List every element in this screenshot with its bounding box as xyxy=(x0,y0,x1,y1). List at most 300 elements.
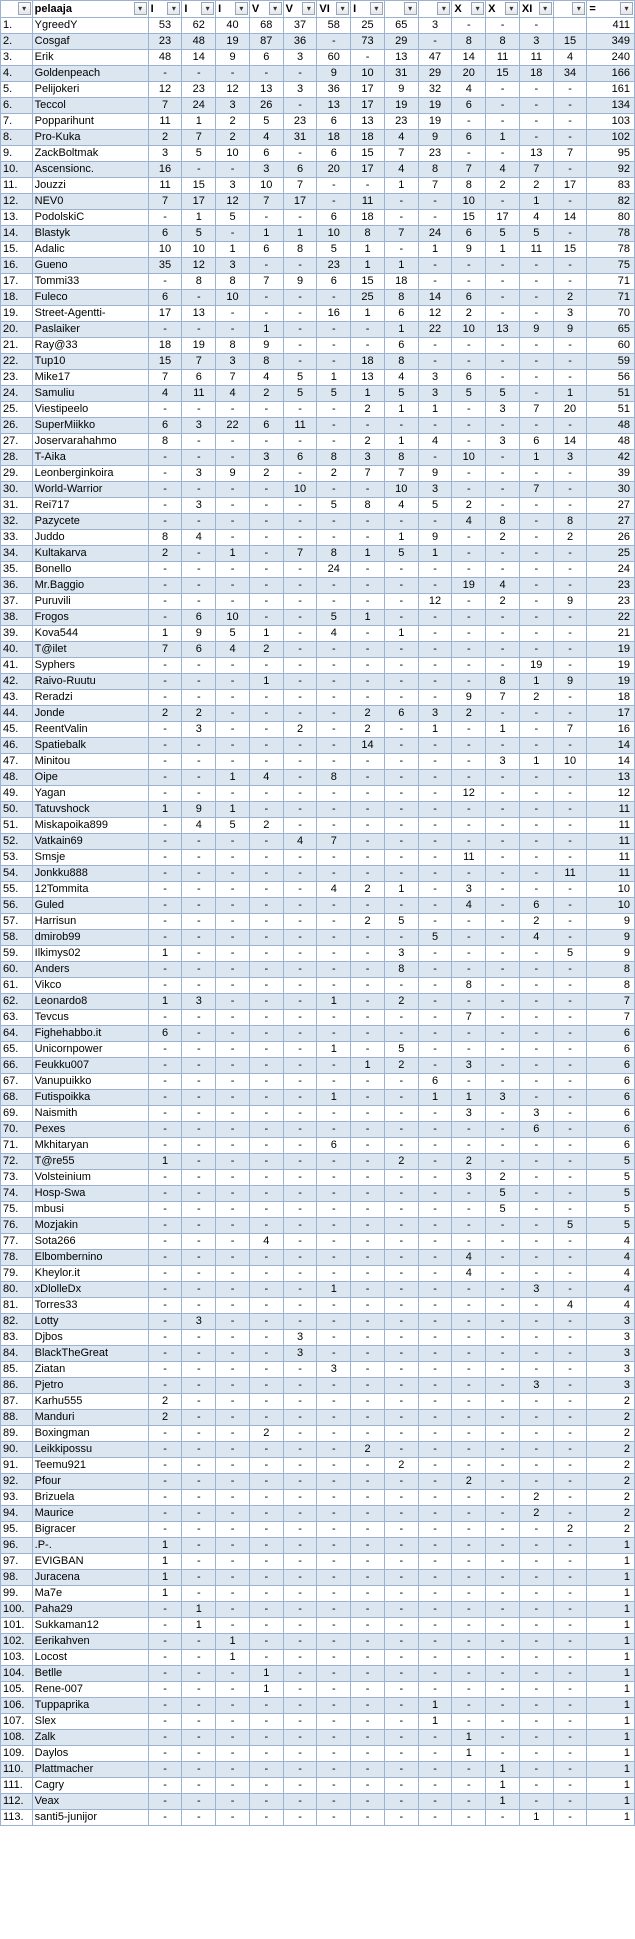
total-cell[interactable]: 56 xyxy=(587,370,635,386)
score-cell[interactable]: 3 xyxy=(283,82,317,98)
score-cell[interactable]: 1 xyxy=(418,402,452,418)
score-cell[interactable]: 53 xyxy=(148,18,182,34)
score-cell[interactable]: 5 xyxy=(486,1186,520,1202)
score-cell[interactable]: 6 xyxy=(452,226,486,242)
score-cell[interactable]: - xyxy=(351,1746,385,1762)
total-cell[interactable]: 1 xyxy=(587,1714,635,1730)
score-cell[interactable]: - xyxy=(553,482,587,498)
score-cell[interactable]: - xyxy=(452,1458,486,1474)
score-cell[interactable]: - xyxy=(283,1538,317,1554)
score-cell[interactable]: - xyxy=(384,1746,418,1762)
score-cell[interactable]: - xyxy=(452,1714,486,1730)
score-cell[interactable]: - xyxy=(283,994,317,1010)
total-cell[interactable]: 1 xyxy=(587,1746,635,1762)
score-cell[interactable]: - xyxy=(249,546,283,562)
score-cell[interactable]: - xyxy=(148,690,182,706)
score-cell[interactable]: - xyxy=(452,1394,486,1410)
score-cell[interactable]: 3 xyxy=(418,386,452,402)
score-cell[interactable]: - xyxy=(553,1490,587,1506)
score-cell[interactable]: - xyxy=(283,962,317,978)
score-cell[interactable]: - xyxy=(249,962,283,978)
score-cell[interactable]: - xyxy=(249,530,283,546)
score-cell[interactable]: - xyxy=(182,962,216,978)
score-cell[interactable]: - xyxy=(283,1650,317,1666)
score-cell[interactable]: 1 xyxy=(384,178,418,194)
score-cell[interactable]: - xyxy=(182,1170,216,1186)
score-cell[interactable]: - xyxy=(317,1730,351,1746)
score-cell[interactable]: 2 xyxy=(249,386,283,402)
score-cell[interactable]: - xyxy=(351,930,385,946)
score-cell[interactable]: - xyxy=(519,1202,553,1218)
score-cell[interactable]: - xyxy=(418,1314,452,1330)
score-cell[interactable]: 4 xyxy=(553,50,587,66)
score-cell[interactable]: - xyxy=(384,1202,418,1218)
score-cell[interactable]: - xyxy=(452,562,486,578)
score-cell[interactable]: - xyxy=(486,1026,520,1042)
player-name-cell[interactable]: Mozjakin xyxy=(32,1218,148,1234)
score-cell[interactable]: - xyxy=(553,1042,587,1058)
score-cell[interactable]: 9 xyxy=(249,338,283,354)
score-cell[interactable]: - xyxy=(519,626,553,642)
player-name-cell[interactable]: Miskapoika899 xyxy=(32,818,148,834)
player-name-cell[interactable]: Manduri xyxy=(32,1410,148,1426)
total-cell[interactable]: 4 xyxy=(587,1298,635,1314)
score-cell[interactable]: 3 xyxy=(418,370,452,386)
player-name-cell[interactable]: Tup10 xyxy=(32,354,148,370)
score-cell[interactable]: - xyxy=(553,962,587,978)
score-cell[interactable]: - xyxy=(148,1138,182,1154)
score-cell[interactable]: - xyxy=(216,1666,250,1682)
score-cell[interactable]: 29 xyxy=(418,66,452,82)
score-cell[interactable]: - xyxy=(351,1586,385,1602)
score-cell[interactable]: - xyxy=(418,1618,452,1634)
score-cell[interactable]: - xyxy=(384,1170,418,1186)
score-cell[interactable]: - xyxy=(216,1730,250,1746)
score-cell[interactable]: - xyxy=(452,1026,486,1042)
score-cell[interactable]: - xyxy=(317,1266,351,1282)
score-cell[interactable]: 1 xyxy=(249,1682,283,1698)
score-cell[interactable]: 8 xyxy=(452,178,486,194)
score-cell[interactable]: - xyxy=(182,162,216,178)
score-cell[interactable]: - xyxy=(249,786,283,802)
total-cell[interactable]: 4 xyxy=(587,1234,635,1250)
score-cell[interactable]: - xyxy=(216,1218,250,1234)
score-cell[interactable]: - xyxy=(148,1442,182,1458)
score-cell[interactable]: 9 xyxy=(216,50,250,66)
score-cell[interactable]: - xyxy=(351,1778,385,1794)
total-cell[interactable]: 102 xyxy=(587,130,635,146)
score-cell[interactable]: - xyxy=(317,354,351,370)
score-cell[interactable]: 6 xyxy=(519,898,553,914)
score-cell[interactable]: - xyxy=(351,802,385,818)
score-cell[interactable]: - xyxy=(182,1410,216,1426)
score-cell[interactable]: - xyxy=(148,1202,182,1218)
score-cell[interactable]: - xyxy=(486,658,520,674)
score-cell[interactable]: - xyxy=(283,1554,317,1570)
player-name-cell[interactable]: Pexes xyxy=(32,1122,148,1138)
score-cell[interactable]: - xyxy=(351,658,385,674)
score-cell[interactable]: - xyxy=(216,1346,250,1362)
score-cell[interactable]: 58 xyxy=(317,18,351,34)
score-cell[interactable]: - xyxy=(384,930,418,946)
score-cell[interactable]: - xyxy=(351,1570,385,1586)
score-cell[interactable]: - xyxy=(553,850,587,866)
score-cell[interactable]: - xyxy=(384,1442,418,1458)
score-cell[interactable]: - xyxy=(486,1154,520,1170)
player-name-cell[interactable]: Pfour xyxy=(32,1474,148,1490)
score-cell[interactable]: - xyxy=(351,1170,385,1186)
player-name-cell[interactable]: Juddo xyxy=(32,530,148,546)
score-cell[interactable]: - xyxy=(216,226,250,242)
score-cell[interactable]: - xyxy=(519,386,553,402)
score-cell[interactable]: 1 xyxy=(486,1762,520,1778)
score-cell[interactable]: 2 xyxy=(249,466,283,482)
score-cell[interactable]: - xyxy=(317,1026,351,1042)
score-cell[interactable]: 8 xyxy=(384,450,418,466)
score-cell[interactable]: - xyxy=(384,1426,418,1442)
score-cell[interactable]: - xyxy=(452,18,486,34)
rank-cell[interactable]: 113. xyxy=(1,1810,33,1826)
score-cell[interactable]: - xyxy=(486,866,520,882)
score-cell[interactable]: - xyxy=(283,434,317,450)
score-cell[interactable]: - xyxy=(351,1666,385,1682)
player-name-cell[interactable]: Volsteinium xyxy=(32,1170,148,1186)
score-cell[interactable]: - xyxy=(418,1250,452,1266)
score-cell[interactable]: - xyxy=(418,1170,452,1186)
score-cell[interactable]: 2 xyxy=(249,818,283,834)
score-cell[interactable]: - xyxy=(418,1298,452,1314)
score-cell[interactable]: - xyxy=(384,610,418,626)
total-cell[interactable]: 9 xyxy=(587,946,635,962)
score-cell[interactable]: - xyxy=(148,1314,182,1330)
score-cell[interactable]: - xyxy=(216,1682,250,1698)
score-cell[interactable]: 7 xyxy=(384,146,418,162)
score-cell[interactable]: - xyxy=(249,738,283,754)
score-cell[interactable]: - xyxy=(519,1762,553,1778)
score-cell[interactable]: 19 xyxy=(216,34,250,50)
score-cell[interactable]: - xyxy=(486,1570,520,1586)
score-cell[interactable]: - xyxy=(182,1682,216,1698)
score-cell[interactable]: - xyxy=(486,1538,520,1554)
total-cell[interactable]: 71 xyxy=(587,274,635,290)
score-cell[interactable]: - xyxy=(148,1170,182,1186)
rank-cell[interactable]: 43. xyxy=(1,690,33,706)
score-cell[interactable]: - xyxy=(486,1298,520,1314)
score-cell[interactable]: 4 xyxy=(384,130,418,146)
score-cell[interactable]: 36 xyxy=(283,34,317,50)
score-cell[interactable]: - xyxy=(384,1026,418,1042)
total-cell[interactable]: 6 xyxy=(587,1042,635,1058)
score-cell[interactable]: - xyxy=(384,1810,418,1826)
score-cell[interactable]: 9 xyxy=(182,626,216,642)
score-cell[interactable]: - xyxy=(182,1474,216,1490)
score-cell[interactable]: - xyxy=(216,578,250,594)
score-cell[interactable]: - xyxy=(283,498,317,514)
column-header-14[interactable] xyxy=(553,1,587,18)
score-cell[interactable]: - xyxy=(553,706,587,722)
score-cell[interactable]: - xyxy=(182,1426,216,1442)
total-cell[interactable]: 1 xyxy=(587,1538,635,1554)
score-cell[interactable]: - xyxy=(283,1570,317,1586)
score-cell[interactable]: 9 xyxy=(452,242,486,258)
score-cell[interactable]: - xyxy=(553,114,587,130)
score-cell[interactable]: 15 xyxy=(148,354,182,370)
score-cell[interactable]: 2 xyxy=(486,530,520,546)
score-cell[interactable]: 15 xyxy=(486,66,520,82)
score-cell[interactable]: - xyxy=(249,434,283,450)
score-cell[interactable]: - xyxy=(283,1698,317,1714)
score-cell[interactable]: 13 xyxy=(317,98,351,114)
score-cell[interactable]: - xyxy=(148,1794,182,1810)
score-cell[interactable]: 4 xyxy=(148,386,182,402)
score-cell[interactable]: - xyxy=(283,1362,317,1378)
score-cell[interactable]: - xyxy=(148,1282,182,1298)
score-cell[interactable]: - xyxy=(317,34,351,50)
total-cell[interactable]: 6 xyxy=(587,1074,635,1090)
score-cell[interactable]: - xyxy=(148,930,182,946)
player-name-cell[interactable]: NEV0 xyxy=(32,194,148,210)
rank-cell[interactable]: 100. xyxy=(1,1602,33,1618)
score-cell[interactable]: - xyxy=(553,274,587,290)
score-cell[interactable]: 3 xyxy=(216,258,250,274)
score-cell[interactable]: - xyxy=(317,1490,351,1506)
score-cell[interactable]: - xyxy=(384,1394,418,1410)
score-cell[interactable]: - xyxy=(148,562,182,578)
score-cell[interactable]: - xyxy=(351,946,385,962)
score-cell[interactable]: - xyxy=(486,354,520,370)
score-cell[interactable]: - xyxy=(283,802,317,818)
score-cell[interactable]: - xyxy=(486,82,520,98)
score-cell[interactable]: - xyxy=(519,82,553,98)
score-cell[interactable]: - xyxy=(553,658,587,674)
score-cell[interactable]: 3 xyxy=(148,146,182,162)
total-cell[interactable]: 16 xyxy=(587,722,635,738)
score-cell[interactable]: - xyxy=(452,482,486,498)
rank-cell[interactable]: 16. xyxy=(1,258,33,274)
rank-cell[interactable]: 101. xyxy=(1,1618,33,1634)
score-cell[interactable]: 14 xyxy=(553,210,587,226)
score-cell[interactable]: - xyxy=(486,498,520,514)
score-cell[interactable]: - xyxy=(519,1458,553,1474)
score-cell[interactable]: - xyxy=(351,1682,385,1698)
score-cell[interactable]: 3 xyxy=(283,1330,317,1346)
score-cell[interactable]: - xyxy=(553,1570,587,1586)
total-cell[interactable]: 8 xyxy=(587,978,635,994)
player-name-cell[interactable]: xDlolleDx xyxy=(32,1282,148,1298)
rank-cell[interactable]: 59. xyxy=(1,946,33,962)
score-cell[interactable]: - xyxy=(452,354,486,370)
score-cell[interactable]: - xyxy=(553,1010,587,1026)
score-cell[interactable]: - xyxy=(519,562,553,578)
score-cell[interactable]: - xyxy=(384,210,418,226)
score-cell[interactable]: - xyxy=(452,1410,486,1426)
score-cell[interactable]: - xyxy=(553,738,587,754)
score-cell[interactable]: - xyxy=(182,1762,216,1778)
total-cell[interactable]: 1 xyxy=(587,1762,635,1778)
score-cell[interactable]: - xyxy=(486,466,520,482)
score-cell[interactable]: 3 xyxy=(249,162,283,178)
score-cell[interactable]: 5 xyxy=(486,386,520,402)
total-cell[interactable]: 11 xyxy=(587,866,635,882)
total-cell[interactable]: 103 xyxy=(587,114,635,130)
score-cell[interactable]: - xyxy=(148,1730,182,1746)
total-cell[interactable]: 5 xyxy=(587,1170,635,1186)
score-cell[interactable]: 8 xyxy=(148,530,182,546)
rank-cell[interactable]: 102. xyxy=(1,1634,33,1650)
rank-cell[interactable]: 98. xyxy=(1,1570,33,1586)
score-cell[interactable]: - xyxy=(553,898,587,914)
score-cell[interactable]: - xyxy=(553,1074,587,1090)
score-cell[interactable]: - xyxy=(384,1554,418,1570)
score-cell[interactable]: - xyxy=(384,1314,418,1330)
score-cell[interactable]: - xyxy=(519,1714,553,1730)
score-cell[interactable]: - xyxy=(249,1698,283,1714)
score-cell[interactable]: 1 xyxy=(317,1090,351,1106)
score-cell[interactable]: 1 xyxy=(216,802,250,818)
score-cell[interactable]: - xyxy=(351,1218,385,1234)
score-cell[interactable]: - xyxy=(519,466,553,482)
score-cell[interactable]: - xyxy=(486,1330,520,1346)
score-cell[interactable]: - xyxy=(553,1186,587,1202)
score-cell[interactable]: 37 xyxy=(283,18,317,34)
score-cell[interactable]: - xyxy=(553,1346,587,1362)
rank-cell[interactable]: 6. xyxy=(1,98,33,114)
score-cell[interactable]: - xyxy=(384,1346,418,1362)
player-name-cell[interactable]: Syphers xyxy=(32,658,148,674)
score-cell[interactable]: 5 xyxy=(519,226,553,242)
score-cell[interactable]: - xyxy=(182,1666,216,1682)
score-cell[interactable]: - xyxy=(249,1298,283,1314)
score-cell[interactable]: - xyxy=(148,882,182,898)
score-cell[interactable]: - xyxy=(249,1650,283,1666)
score-cell[interactable]: - xyxy=(317,642,351,658)
score-cell[interactable]: - xyxy=(148,402,182,418)
column-header-15[interactable] xyxy=(587,1,635,18)
score-cell[interactable]: 18 xyxy=(148,338,182,354)
score-cell[interactable]: 3 xyxy=(452,1106,486,1122)
score-cell[interactable]: - xyxy=(351,1410,385,1426)
score-cell[interactable]: - xyxy=(317,962,351,978)
score-cell[interactable]: - xyxy=(317,1794,351,1810)
score-cell[interactable]: 2 xyxy=(384,1154,418,1170)
score-cell[interactable]: - xyxy=(519,578,553,594)
score-cell[interactable]: 2 xyxy=(216,130,250,146)
score-cell[interactable]: - xyxy=(249,1522,283,1538)
score-cell[interactable]: - xyxy=(418,258,452,274)
score-cell[interactable]: - xyxy=(553,1650,587,1666)
score-cell[interactable]: 1 xyxy=(418,1698,452,1714)
score-cell[interactable]: - xyxy=(384,1122,418,1138)
score-cell[interactable]: - xyxy=(216,1794,250,1810)
score-cell[interactable]: 5 xyxy=(384,386,418,402)
score-cell[interactable]: - xyxy=(317,1106,351,1122)
rank-cell[interactable]: 63. xyxy=(1,1010,33,1026)
rank-cell[interactable]: 3. xyxy=(1,50,33,66)
score-cell[interactable]: 2 xyxy=(519,1490,553,1506)
score-cell[interactable]: - xyxy=(148,738,182,754)
score-cell[interactable]: - xyxy=(216,674,250,690)
score-cell[interactable]: - xyxy=(249,1602,283,1618)
score-cell[interactable]: - xyxy=(384,1538,418,1554)
score-cell[interactable]: 35 xyxy=(148,258,182,274)
player-name-cell[interactable]: PodolskiC xyxy=(32,210,148,226)
player-name-cell[interactable]: Daylos xyxy=(32,1746,148,1762)
score-cell[interactable]: - xyxy=(317,1122,351,1138)
rank-cell[interactable]: 7. xyxy=(1,114,33,130)
score-cell[interactable]: - xyxy=(148,1506,182,1522)
score-cell[interactable]: - xyxy=(216,162,250,178)
score-cell[interactable]: - xyxy=(418,1746,452,1762)
score-cell[interactable]: 6 xyxy=(182,370,216,386)
score-cell[interactable]: 3 xyxy=(249,450,283,466)
player-name-cell[interactable]: Slex xyxy=(32,1714,148,1730)
rank-cell[interactable]: 20. xyxy=(1,322,33,338)
score-cell[interactable]: - xyxy=(384,1186,418,1202)
score-cell[interactable]: - xyxy=(148,786,182,802)
score-cell[interactable]: - xyxy=(486,1698,520,1714)
score-cell[interactable]: 3 xyxy=(216,98,250,114)
rank-cell[interactable]: 44. xyxy=(1,706,33,722)
score-cell[interactable]: - xyxy=(317,530,351,546)
column-header-6[interactable] xyxy=(283,1,317,18)
score-cell[interactable]: - xyxy=(553,1330,587,1346)
score-cell[interactable]: 3 xyxy=(351,450,385,466)
score-cell[interactable]: 14 xyxy=(553,434,587,450)
score-cell[interactable]: - xyxy=(216,594,250,610)
score-cell[interactable]: - xyxy=(452,146,486,162)
rank-cell[interactable]: 82. xyxy=(1,1314,33,1330)
score-cell[interactable]: - xyxy=(351,1298,385,1314)
score-cell[interactable]: - xyxy=(148,1346,182,1362)
score-cell[interactable]: 18 xyxy=(384,274,418,290)
score-cell[interactable]: 13 xyxy=(249,82,283,98)
total-cell[interactable]: 48 xyxy=(587,434,635,450)
score-cell[interactable]: - xyxy=(486,1058,520,1074)
score-cell[interactable]: - xyxy=(519,1298,553,1314)
player-name-cell[interactable]: T-Aika xyxy=(32,450,148,466)
score-cell[interactable]: 8 xyxy=(418,162,452,178)
rank-cell[interactable]: 11. xyxy=(1,178,33,194)
player-name-cell[interactable]: Karhu555 xyxy=(32,1394,148,1410)
score-cell[interactable]: - xyxy=(418,1218,452,1234)
score-cell[interactable]: - xyxy=(553,1634,587,1650)
score-cell[interactable]: 1 xyxy=(283,226,317,242)
score-cell[interactable]: 2 xyxy=(519,690,553,706)
rank-cell[interactable]: 5. xyxy=(1,82,33,98)
player-name-cell[interactable]: Raivo-Ruutu xyxy=(32,674,148,690)
player-name-cell[interactable]: Torres33 xyxy=(32,1298,148,1314)
score-cell[interactable]: - xyxy=(519,418,553,434)
score-cell[interactable]: - xyxy=(317,1602,351,1618)
score-cell[interactable]: - xyxy=(249,1058,283,1074)
score-cell[interactable]: - xyxy=(317,1186,351,1202)
player-name-cell[interactable]: Leonardo8 xyxy=(32,994,148,1010)
score-cell[interactable]: - xyxy=(519,1682,553,1698)
score-cell[interactable]: - xyxy=(148,1698,182,1714)
score-cell[interactable]: - xyxy=(283,1154,317,1170)
score-cell[interactable]: 7 xyxy=(148,370,182,386)
score-cell[interactable]: 13 xyxy=(486,322,520,338)
score-cell[interactable]: - xyxy=(216,1618,250,1634)
player-name-cell[interactable]: Jouzzi xyxy=(32,178,148,194)
score-cell[interactable]: - xyxy=(351,1250,385,1266)
player-name-cell[interactable]: Eerikahven xyxy=(32,1634,148,1650)
score-cell[interactable]: - xyxy=(182,1794,216,1810)
score-cell[interactable]: - xyxy=(216,1138,250,1154)
score-cell[interactable]: - xyxy=(553,1602,587,1618)
score-cell[interactable]: - xyxy=(351,1074,385,1090)
score-cell[interactable]: - xyxy=(283,898,317,914)
